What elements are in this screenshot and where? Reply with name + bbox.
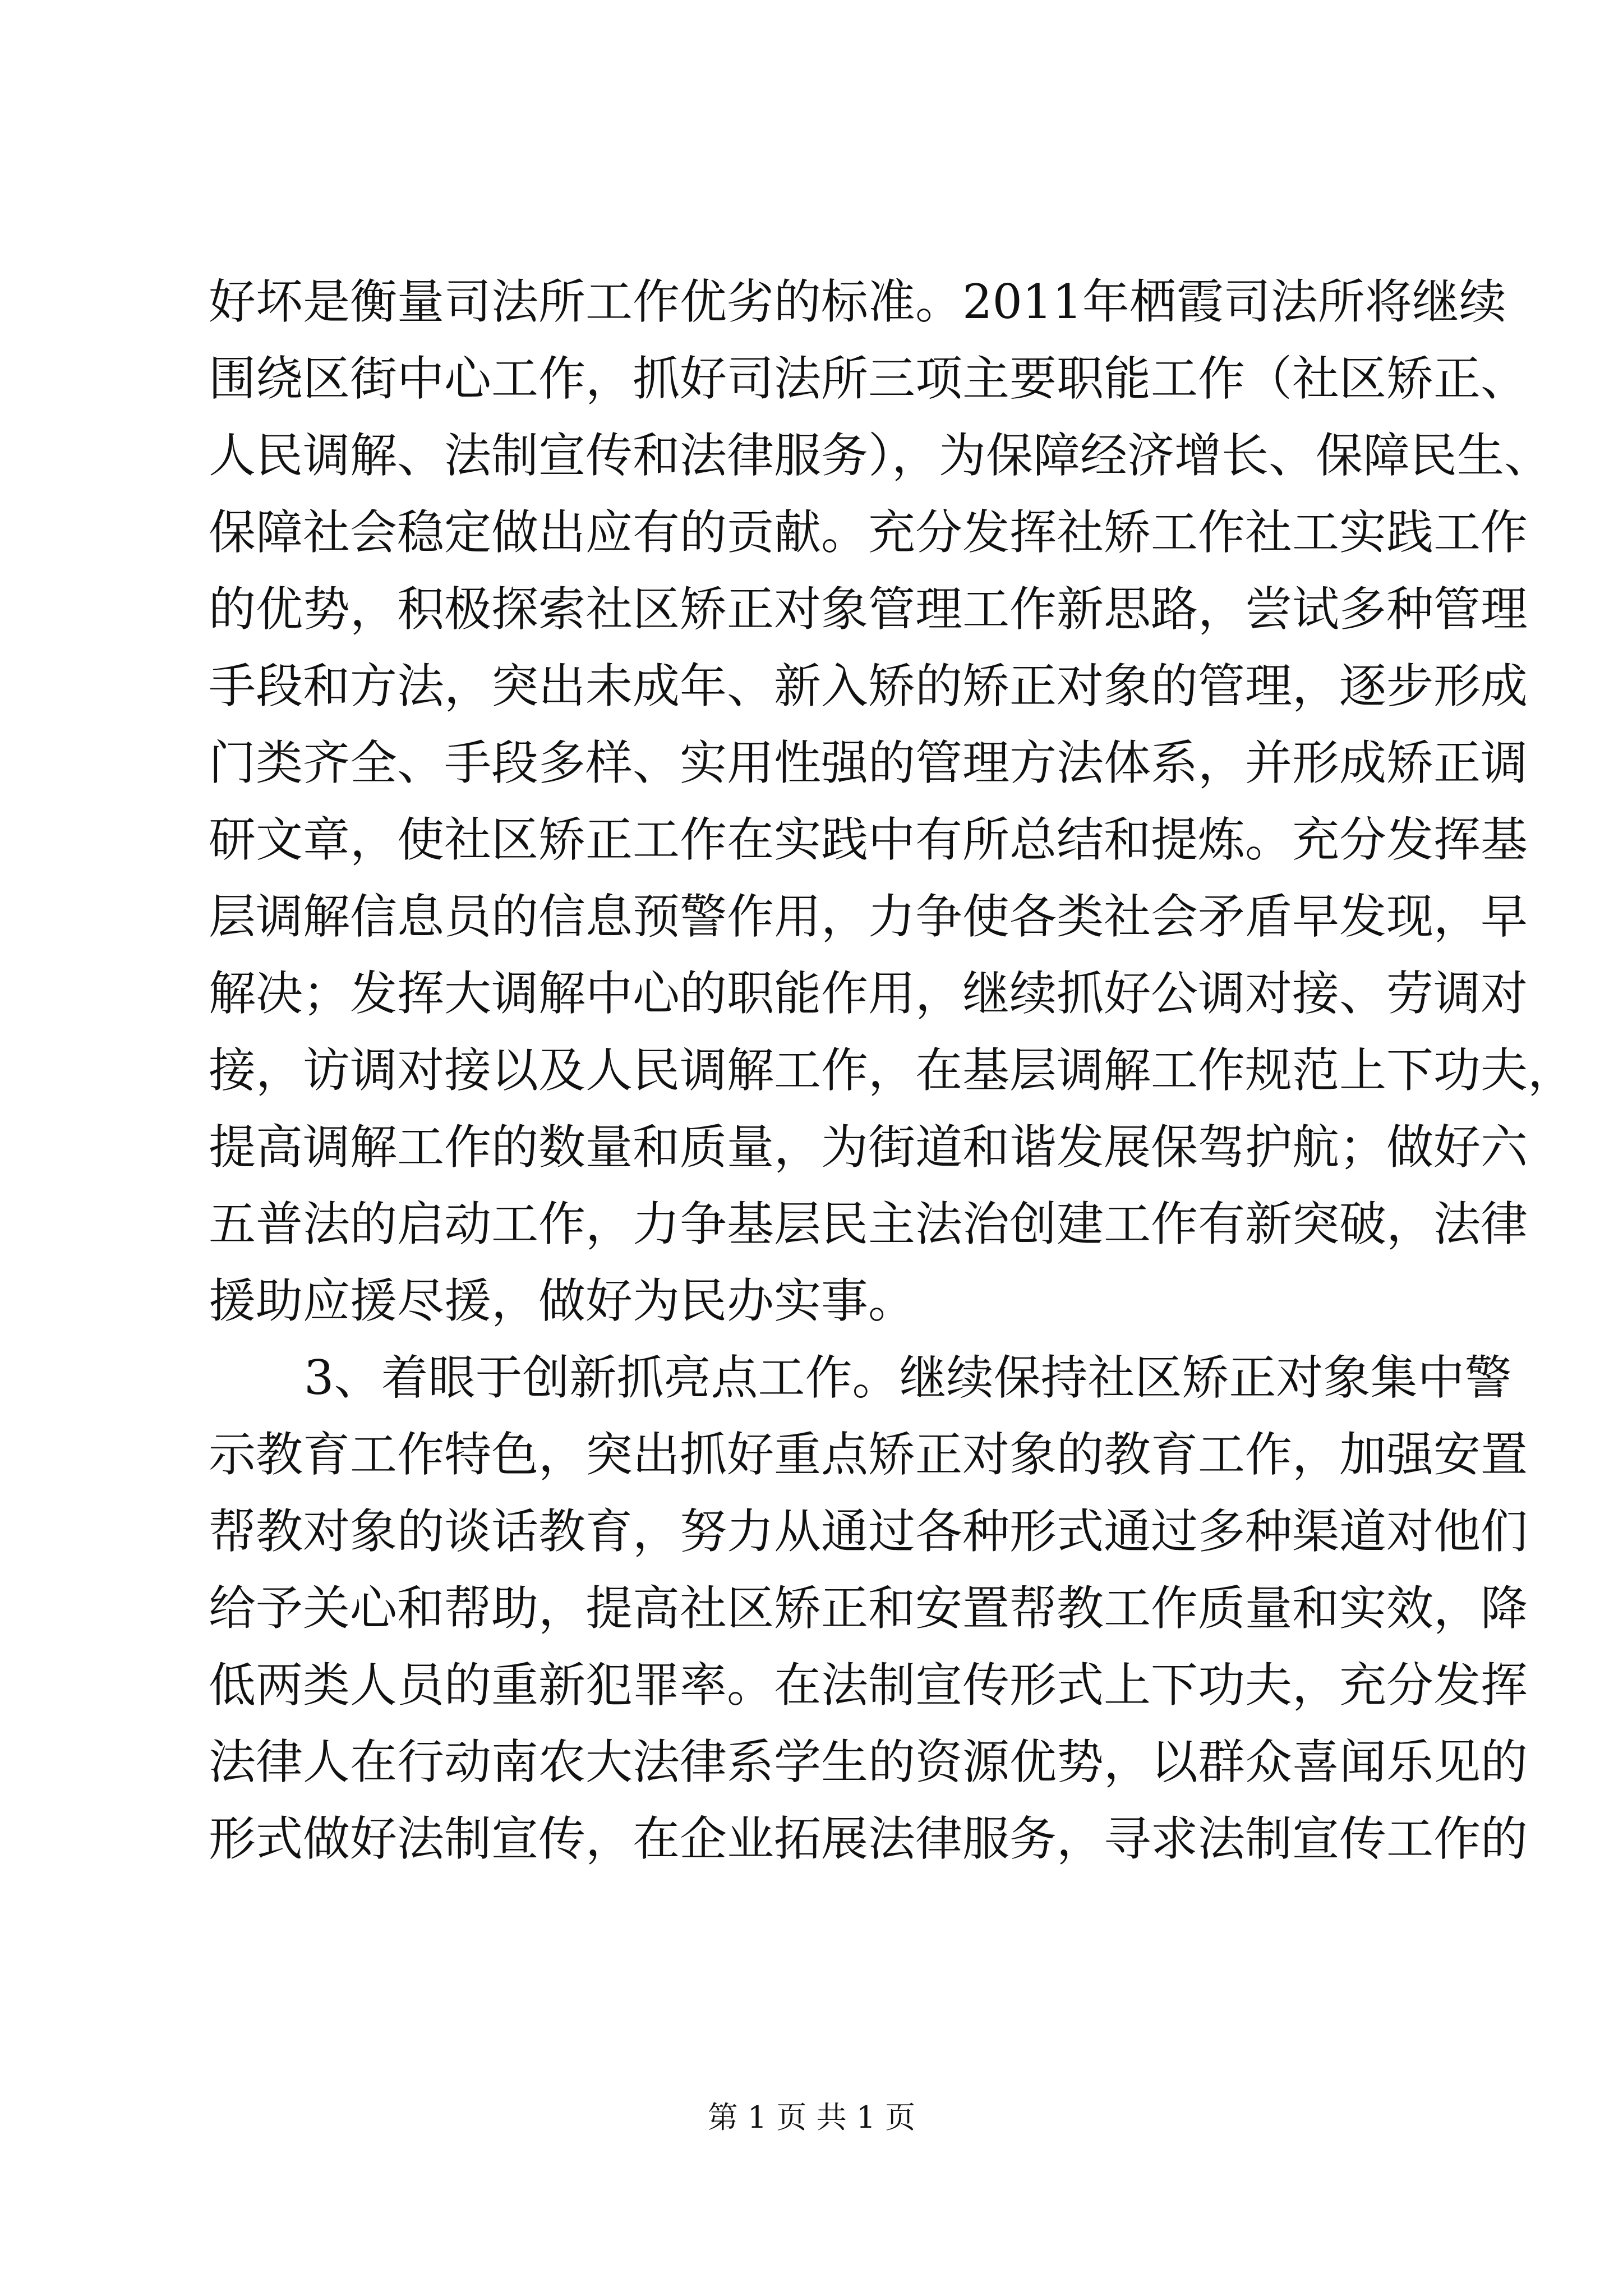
text-line: 的优势，积极探索社区矫正对象管理工作新思路，尝试多种管理 — [209, 582, 1528, 637]
text-line: 五普法的启动工作，力争基层民主法治创建工作有新突破，法律 — [209, 1197, 1528, 1251]
text-line: 保障社会稳定做出应有的贡献。充分发挥社矫工作社工实践工作 — [209, 505, 1528, 560]
text-line: 接，访调对接以及人民调解工作，在基层调解工作规范上下功夫， — [209, 1043, 1575, 1098]
text-line: 手段和方法，突出未成年、新入矫的矫正对象的管理，逐步形成 — [209, 659, 1528, 714]
text-line: 人民调解、法制宣传和法律服务），为保障经济增长、保障民生、 — [209, 428, 1552, 483]
text-line: 围绕区街中心工作，抓好司法所三项主要职能工作（社区矫正、 — [209, 351, 1528, 406]
text-line: 提高调解工作的数量和质量，为街道和谐发展保驾护航；做好六 — [209, 1120, 1528, 1175]
text-line: 法律人在行动南农大法律系学生的资源优势，以群众喜闻乐见的 — [209, 1734, 1528, 1789]
text-line: 示教育工作特色，突出抓好重点矫正对象的教育工作，加强安置 — [209, 1427, 1528, 1482]
text-line: 门类齐全、手段多样、实用性强的管理方法体系，并形成矫正调 — [209, 735, 1528, 790]
paragraph-1 — [209, 264, 1575, 1340]
text-line: 层调解信息员的信息预警作用，力争使各类社会矛盾早发现，早 — [209, 889, 1528, 944]
text-line: 低两类人员的重新犯罪率。在法制宣传形式上下功夫，充分发挥 — [209, 1658, 1528, 1713]
text-line: 解决；发挥大调解中心的职能作用，继续抓好公调对接、劳调对 — [209, 966, 1528, 1021]
paragraph-2 — [209, 1340, 1528, 1878]
text-line: 好坏是衡量司法所工作优劣的标准。2011年栖霞司法所将继续 — [209, 274, 1506, 329]
text-line: 3、着眼于创新抓亮点工作。继续保持社区矫正对象集中警 — [304, 1350, 1512, 1405]
text-line: 给予关心和帮助，提高社区矫正和安置帮教工作质量和实效，降 — [209, 1581, 1528, 1636]
document-body — [209, 264, 1575, 1878]
text-line: 形式做好法制宣传，在企业拓展法律服务，寻求法制宣传工作的 — [209, 1811, 1528, 1866]
page-footer: 第 1 页 共 1 页 — [707, 2100, 916, 2135]
text-line: 帮教对象的谈话教育，努力从通过各种形式通过多种渠道对他们 — [209, 1504, 1528, 1559]
text-line: 研文章，使社区矫正工作在实践中有所总结和提炼。充分发挥基 — [209, 812, 1528, 867]
text-line: 援助应援尽援，做好为民办实事。 — [209, 1273, 916, 1328]
